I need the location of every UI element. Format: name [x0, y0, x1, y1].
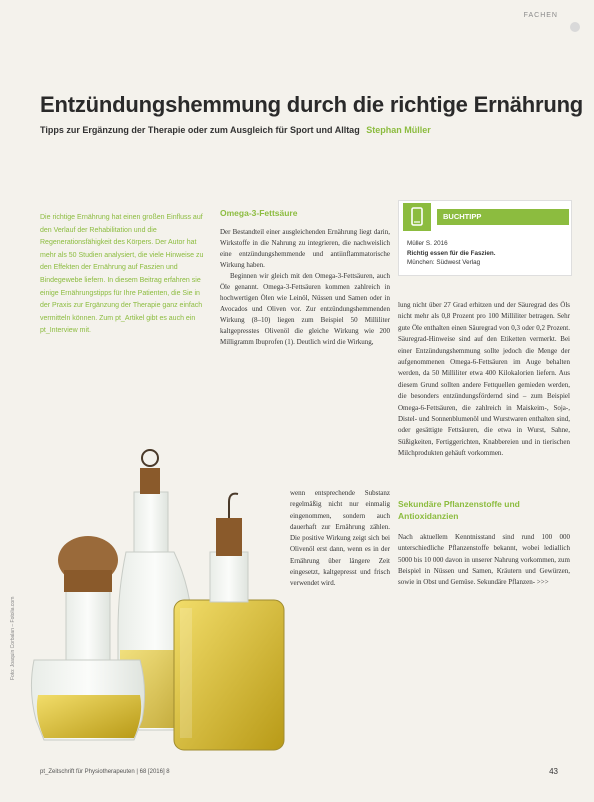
- author-name: Stephan Müller: [366, 125, 431, 135]
- omega3-paragraph-1: Der Bestandteil einer ausgleichenden Ernährung liegt darin, Wirkstoffe in die Nahrung zu integrieren, die nachweislich eine entzündungshemmende und antiinflammatorische Wirkung haben.: [220, 228, 390, 269]
- photo-credit: Foto: Joaquin Corbalan – Fotolia.com: [10, 596, 16, 680]
- article-title: Entzündungshemmung durch die richtige Ernährung: [40, 92, 584, 117]
- booktip-title: Richtig essen für die Faszien.: [407, 249, 496, 257]
- booktip-label: BUCHTIPP: [437, 209, 569, 225]
- oil-bottles-photo: [14, 440, 294, 762]
- article-subtitle: [40, 125, 431, 135]
- booktip-box: [398, 200, 572, 276]
- corner-mark-icon: [570, 22, 580, 32]
- section-label: FACHEN: [523, 12, 558, 19]
- article-lead: Die richtige Ernährung hat einen großen Einfluss auf den Verlauf der Rehabilitation und die Regenerationsfähigkeit des Körpers. Der Autor hat mehr als 50 Studien analysiert, die viele Hinweise zu den Effekten der Ernährung auf Faszien und Bindegewebe liefern. In diesem Beitrag erfahren sie einige Ernährungstipps für Ihre Patienten, die Sie in der Praxis zur Ergänzung der Therapie ganz einfach vermitteln können. Zum pt_Artikel gibt es auch ein pt_Interview mit.: [40, 214, 204, 335]
- right-paragraph-2: Nach aktuellem Kenntnisstand sind rund 100 000 unterschiedliche Pflanzenstoffe bekannt, wobei lediallich 5000 bis 10 000 davon in unserer Nahrung vorkommen, zum Beispiel in Nüssen und Samen, Kräutern und Gewürzen, sowie in Obst und Gemüse. Sekundäre Pflanzen- >>>: [398, 532, 570, 587]
- omega3-heading: Omega-3-Fettsäure: [220, 208, 298, 218]
- omega3-paragraph-tail: wenn entsprechende Substanz regelmäßig nicht nur einmalig eingenommen, sondern auch dauerhaft zur Ernährung zählen. Die positive Wirkung zeigt sich bei Olivenöl erst dann, wenn es in der Ernährung über längere Zeit eingesetzt, kaltgepresst und frisch verwendet wird.: [290, 489, 390, 588]
- page-number: 43: [549, 767, 558, 776]
- book-tip-icon: [403, 203, 431, 231]
- omega3-paragraph-2: Beginnen wir gleich mit den Omega-3-Fettsäuren, auch Öle genannt. Omega-3-Fettsäuren kommen zahlreich in hochwertigen Ölen wie Leinöl, Nüssen und Samen oder in Avocados und Oliven vor. Zur entzündungshemmenden Wirkung (8–10) liegen zum Beispiel 50 Milliliter kaltgepresstes Olivenöl die gleiche Wirkung wie 200 Milligramm Ibuprofen (1). Deutlich wird die Wirkung,: [220, 272, 390, 346]
- right-paragraph-1: lung nicht über 27 Grad erhitzen und der Säuregrad des Öls nicht mehr als 0,8 Prozent pro 100 Milliliter betragen. Sehr gute Öle enthalten einen Säuregrad von 0,3 oder 0,2 Prozent. Säuregrad-Hinweise sind auf den Etiketten vermerkt. Bei einer Entzündungshemmung sollte jedoch die Menge der aufgenommenen Omega-6-Fettsäuren im Auge behalten werden, da 50 Milliliter etwa 400 Kilokalorien liefern. Aus diesem Grund sollten andere Fettquellen gemieden werden, die besonders entzündungsfördernd sind – zum Beispiel Omega-6-Fettsäuren, die zahlreich in Maiskeim-, Soja-, Distel- und Sonnenblumenöl und Wurstwaren enthalten sind, oder gesättigte Fettsäuren, die etwa in Wurst, Sahne, Süßigkeiten, Fertiggerichten, Knabbereien und in tierischen Milchprodukten gehäuft vorkommen.: [398, 301, 570, 458]
- booktip-author: Müller S. 2016: [407, 240, 448, 247]
- column-omega3: [220, 208, 390, 348]
- column-right: [398, 300, 570, 589]
- booktip-publisher: München: Südwest Verlag: [407, 259, 481, 266]
- footer-journal: pt_Zeitschrift für Physiotherapeuten | 68 [2016] 8: [40, 769, 170, 775]
- subtitle-text: Tipps zur Ergänzung der Therapie oder zum Ausgleich für Sport und Alltag: [40, 125, 360, 135]
- antioxidants-heading: Sekundäre Pflanzenstoffe und Antioxidanzien: [398, 498, 520, 521]
- booktip-reference: [407, 239, 567, 268]
